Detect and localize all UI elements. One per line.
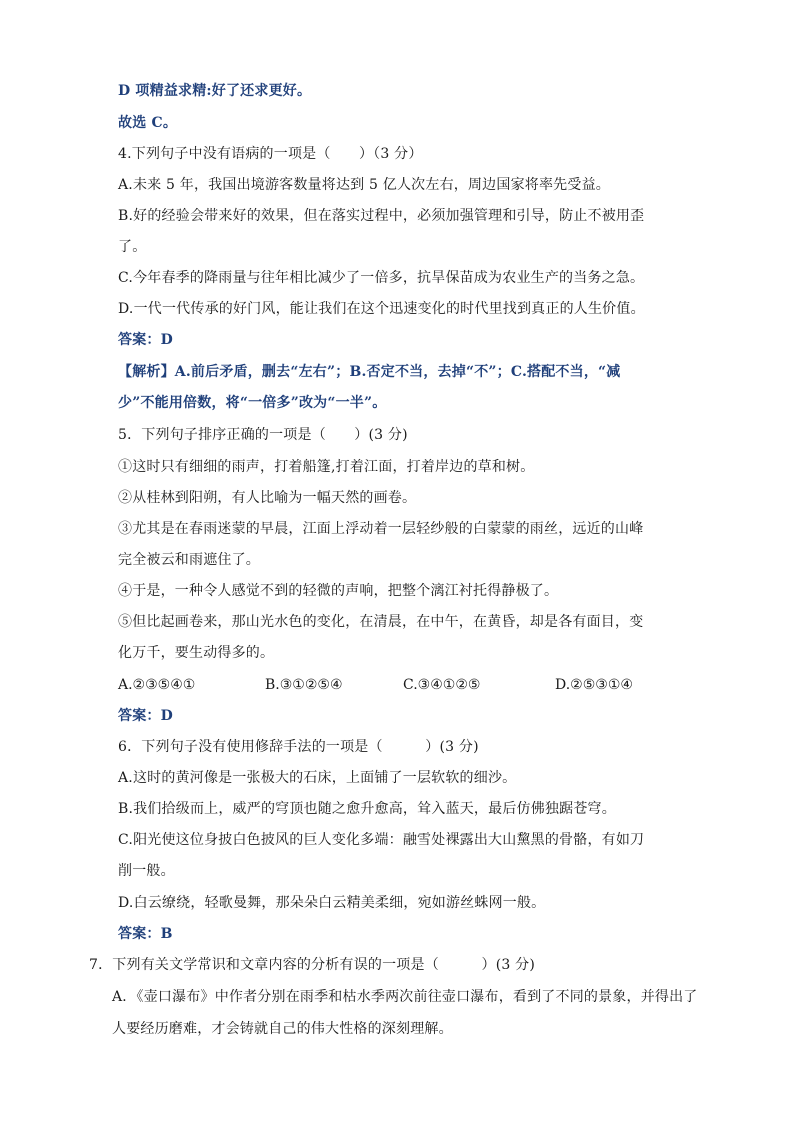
q6-option-c-line1: C.阳光使这位身披白色披风的巨人变化多端：融雪处裸露出大山黧黑的骨骼，有如刀 [118, 832, 645, 848]
q5-sentence-4: ④于是，一种令人感觉不到的轻微的声响，把整个漓江衬托得静极了。 [118, 583, 559, 599]
q4-option-c: C.今年春季的降雨量与往年相比减少了一倍多，抗旱保苗成为农业生产的当务之急。 [118, 270, 645, 286]
q4-option-b-line2: 了。 [118, 239, 147, 255]
choose-c: 故选 C。 [118, 115, 178, 131]
q6-option-c-line2: 削一般。 [118, 863, 175, 879]
q5-sentence-3-line1: ③尤其是在春雨迷蒙的早晨，江面上浮动着一层轻纱般的白蒙蒙的雨丝，远近的山峰 [118, 521, 644, 537]
q7-option-a-line2: 人要经历磨难，才会铸就自己的伟大性格的深刻理解。 [112, 1021, 453, 1037]
q7-option-a-line1: A．《壶口瀑布》中作者分别在雨季和枯水季两次前往壶口瀑布，看到了不同的景象，并得出了 [112, 989, 698, 1005]
q5-option-b: B.③①②⑤④ [265, 677, 343, 693]
q5-sentence-1: ①这时只有细细的雨声，打着船篷,打着江面，打着岸边的草和树。 [118, 459, 535, 475]
q6-answer: 答案：B [118, 926, 173, 942]
q6-option-d: D.白云缭绕，轻歌曼舞，那朵朵白云精美柔细，宛如游丝蛛网一般。 [118, 895, 546, 911]
q4-answer: 答案：D [118, 332, 173, 348]
q5-option-d: D.②⑤③①④ [555, 677, 633, 693]
q4-option-b-line1: B.好的经验会带来好的效果，但在落实过程中，必须加强管理和引导，防止不被用歪 [118, 208, 645, 224]
q6-option-b: B.我们拾级而上，威严的穹顶也随之愈升愈高，耸入蓝天，最后仿佛独踞苍穹。 [118, 801, 616, 817]
q5-answer: 答案：D [118, 708, 173, 724]
q4-analysis-line1: 【解析】A.前后矛盾，删去“左右”；B.否定不当，去掉“不”；C.搭配不当，“减 [118, 364, 621, 380]
q5-sentence-5-line1: ⑤但比起画卷来，那山光水色的变化，在清晨，在中午，在黄昏，却是各有面目，变 [118, 614, 644, 630]
q6-option-a: A.这时的黄河像是一张极大的石床，上面铺了一层软软的细沙。 [118, 770, 517, 786]
q4-option-a: A.未来 5 年，我国出境游客数量将达到 5 亿人次左右，周边国家将率先受益。 [118, 177, 610, 193]
q4-stem: 4.下列句子中没有语病的一项是（ ）（3 分） [118, 146, 423, 162]
q4-analysis-line2: 少”不能用倍数，将“一倍多”改为“一半”。 [118, 395, 387, 411]
q4-option-d: D.一代一代传承的好门风，能让我们在这个迅速变化的时代里找到真正的人生价值。 [118, 301, 645, 317]
q5-option-a: A.②③⑤④① [118, 677, 196, 693]
q5-option-c: C.③④①②⑤ [403, 677, 481, 693]
q7-stem: 7．下列有关文学常识和文章内容的分析有误的一项是（ ）(3 分) [89, 957, 535, 973]
q5-sentence-5-line2: 化万千，要生动得多的。 [118, 645, 275, 661]
q5-sentence-2: ②从桂林到阳朔，有人比喻为一幅天然的画卷。 [118, 490, 417, 506]
q5-sentence-3-line2: 完全被云和雨遮住了。 [118, 552, 260, 568]
q6-stem: 6．下列句子没有使用修辞手法的一项是（ ）(3 分) [118, 739, 479, 755]
q5-stem: 5．下列句子排序正确的一项是（ ）(3 分) [118, 427, 408, 443]
d-note: D 项精益求精:好了还求更好。 [118, 83, 312, 99]
